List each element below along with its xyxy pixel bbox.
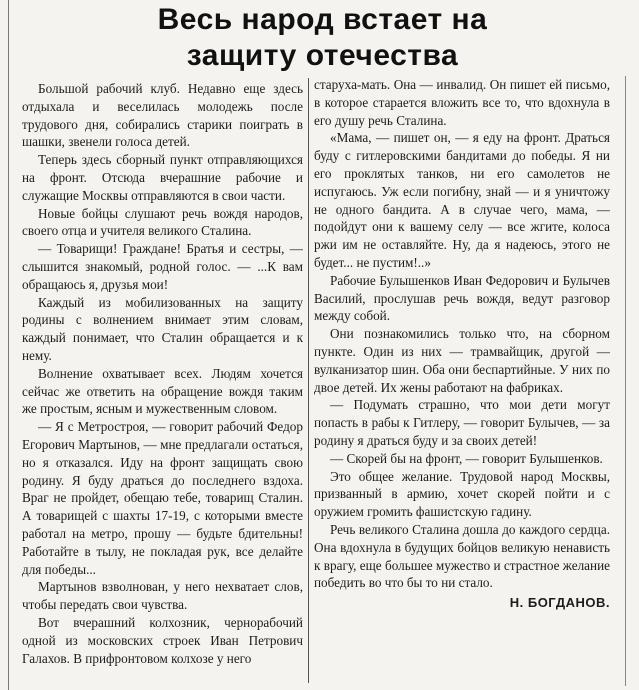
paragraph: «Мама, — пишет он, — я еду на фронт. Драться буду с гитлеровскими бандитами до победы. Я ни его проклятых танков, ни его самолетов не испугаюсь. Уж если погибну, знай — и я уничтожу не одного бандита. А в случае чего, мама, — подойдут они к вашему селу — все жгите, колоса ржи им не оставляйте. Ну, да я надеюсь, этого не будет... не пустим!..» (314, 130, 610, 270)
left-column (22, 80, 303, 688)
paragraph: — Скорей бы на фронт, — говорит Булышенков. (330, 450, 603, 466)
paragraph: Мартынов взволнован, у него нехватает слов, чтобы передать свои чувства. (22, 579, 303, 613)
paragraph: Они познакомились только что, на сборном пункте. Один из них — трамвайщик, другой — вулканизатор шин. Оба они беспартийные. У них по двое детей. Их жены работают на фабриках. (314, 326, 610, 395)
paragraph: Каждый из мобилизованных на защиту родины с волнением внимает этим словам, каждый понимает, что Сталин обращается и к нему. (22, 294, 303, 363)
paragraph: — Подумать страшно, что мои дети могут попасть в рабы к Гитлеру, — говорит Булычев, — за родину я драться буду и за своих детей! (314, 397, 610, 448)
right-column (314, 76, 610, 688)
headline-line-2: защиту отечества (186, 39, 459, 72)
paragraph: Рабочие Булышенков Иван Федорович и Булычев Василий, прослушав речь вождя, ведут разговор между собой. (314, 272, 610, 324)
paragraph: Речь великого Сталина дошла до каждого сердца. Она вдохнула в будущих бойцов великую ненависть к врагу, еще большее мужество и страстное желание победить во что бы то ни стало. (314, 521, 610, 591)
paragraph: Вот вчерашний колхозник, чернорабочий одной из московских строек Иван Петрович Галахов. В прифронтовом колхозе у него (22, 614, 303, 666)
paragraph: Это общее желание. Трудовой народ Москвы, призванный в армию, хочет скорей пойти и с оружием громить фашистскую гадину. (314, 468, 610, 520)
paragraph: Новые бойцы слушают речь вождя народов, своего отца и учителя великого Сталина. (22, 205, 303, 239)
column-divider (308, 78, 309, 683)
page-margin-rule (0, 0, 9, 690)
article-headline (10, 2, 635, 74)
headline-line-1: Весь народ встает на (157, 3, 488, 36)
author-signature: Н. БОГДАНОВ. (509, 595, 610, 611)
paragraph: Большой рабочий клуб. Недавно еще здесь отдыхала и веселилась молодежь после трудового дня, собирались старики поиграть в шашки, звенели голоса детей. (22, 81, 303, 150)
paragraph: Теперь здесь сборный пункт отправляющихся на фронт. Отсюда вчерашние рабочие и служащие Москвы отправляются в свои части. (22, 152, 303, 203)
paragraph: — Я с Метростроя, — говорит рабочий Федор Егорович Мартынов, — мне предлагали остаться, но я отказался. Иду на фронт защищать свою родину. Я буду драться до последнего вздоха. Враг не пройдет, обещаю тебе, товарищ Сталин. А товарищей с шахты 17-19, с которыми вместе работал на метро, прошу — будьте бдительны! Работайте в тылу, не покладая рук, все делайте для победы... (22, 419, 303, 577)
paragraph: Волнение охватывает всех. Людям хочется сейчас же ответить на обращение вождя таким же простым, ясным и мужественным словом. (22, 365, 303, 417)
paragraph: — Товарищи! Граждане! Братья и сестры, — слышится знакомый, родной голос. — ...К вам обращаюсь я, друзья мои! (22, 241, 303, 292)
column-edge-rule (625, 76, 626, 686)
paragraph: старуха-мать. Она — инвалид. Он пишет ей письмо, в которое старается вложить все то, что вдохнула в его душу речь Сталина. (314, 77, 610, 128)
